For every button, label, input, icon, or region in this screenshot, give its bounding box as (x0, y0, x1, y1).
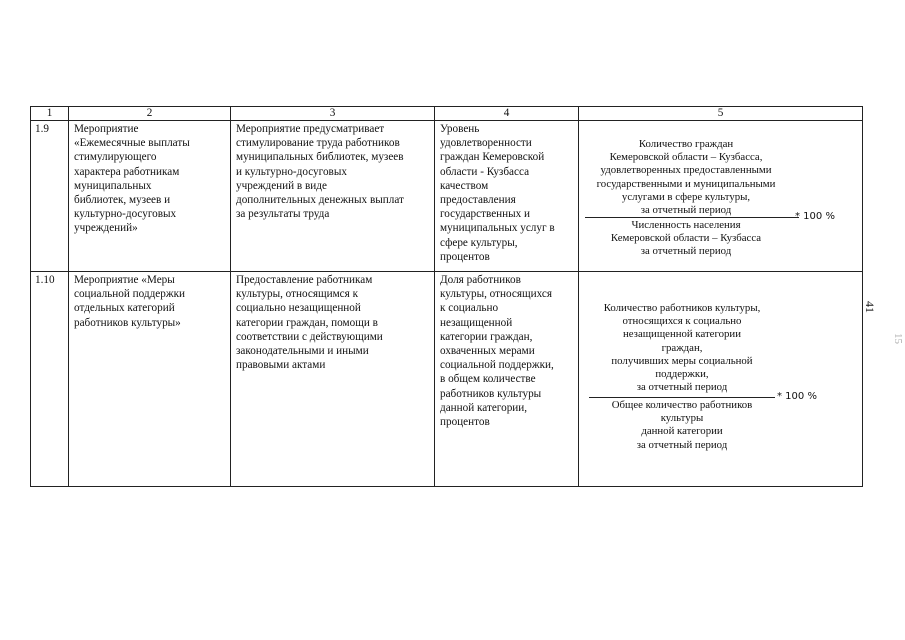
text-line: культуры (660, 412, 704, 425)
indicator-name-text (440, 122, 573, 264)
text-line: стимулирующего (74, 151, 157, 164)
header-cell-5: 5 (579, 107, 863, 121)
text-line: Мероприятие «Меры (74, 274, 175, 286)
table-row (31, 121, 863, 272)
header-cell-1: 1 (31, 107, 69, 121)
text-line: библиотек, музеев и (74, 194, 171, 207)
text-line: относящихся к социально (622, 315, 742, 328)
text-line: Мероприятие предусматривает (236, 123, 385, 135)
text-line: за отчетный период (636, 381, 728, 394)
text-line: процентов (440, 416, 490, 429)
text-line: работников культуры (440, 387, 542, 400)
text-line: незащищенной (440, 316, 513, 329)
text-line: муниципальных (74, 179, 152, 192)
text-line: удовлетворенности (440, 137, 532, 150)
text-line: Количество работников культуры, (603, 302, 761, 314)
text-line: отдельных категорий (74, 302, 175, 315)
indicator-name-text (440, 273, 573, 429)
text-line: социально незащищенной (236, 302, 361, 315)
row-number-cell: 1.10 (31, 272, 69, 487)
measure-description-text (236, 122, 429, 221)
text-line: правовыми актами (236, 359, 326, 372)
header-cell-4: 4 (435, 107, 579, 121)
text-line: муниципальных услуг в (440, 222, 555, 235)
formula-block (579, 121, 862, 271)
text-line: Мероприятие (74, 123, 139, 135)
measure-name-text (74, 122, 225, 236)
text-line: государственными и муниципальными (596, 177, 776, 190)
text-line: социальной поддержки, (440, 359, 554, 372)
text-line: работников культуры» (74, 316, 181, 329)
measure-description-text (236, 273, 429, 372)
text-line: Кемеровской области – Кузбасса (610, 232, 762, 245)
text-line: предоставления (440, 194, 516, 207)
header-cell-3: 3 (231, 107, 435, 121)
text-line: к социально (440, 302, 499, 315)
text-line: за результаты труда (236, 208, 330, 221)
indicator-name-cell (435, 121, 579, 272)
text-line: за отчетный период (640, 204, 732, 217)
measure-name-text (74, 273, 225, 330)
text-line: процентов (440, 250, 490, 263)
text-line: Количество граждан (638, 138, 734, 150)
formula-multiplier: * 100 % (777, 391, 817, 402)
text-line: незащищенной категории (622, 328, 741, 341)
fraction-bar (589, 397, 775, 398)
text-line: Уровень (440, 123, 480, 135)
text-line: государственных и (440, 208, 531, 221)
text-line: граждан, (661, 341, 703, 354)
text-line: охваченных мерами (440, 345, 535, 358)
text-line: социальной поддержки (74, 288, 186, 301)
formula-multiplier: * 100 % (795, 211, 835, 222)
page-number: 41 (863, 301, 877, 313)
text-line: учреждений в виде (236, 179, 327, 192)
text-line: сфере культуры, (440, 236, 518, 249)
text-line: категории граждан, (440, 330, 533, 343)
text-line: дополнительных денежных выплат (236, 194, 404, 207)
text-line: Предоставление работникам (236, 274, 373, 286)
text-line: поддержки, (655, 368, 709, 381)
row-number-cell: 1.9 (31, 121, 69, 272)
formula-numerator (579, 302, 785, 394)
table-header-row (31, 107, 863, 121)
header-cell-2: 2 (69, 107, 231, 121)
formula-denominator (579, 219, 793, 259)
text-line: Кемеровской области – Кузбасса, (609, 151, 763, 164)
formula-denominator (579, 399, 785, 452)
measure-description-cell (231, 272, 435, 487)
text-line: соответствии с действующими (236, 330, 383, 343)
formula-block (579, 272, 862, 486)
formula-cell (579, 272, 863, 487)
indicator-name-cell (435, 272, 579, 487)
text-line: в общем количестве (440, 373, 536, 386)
text-line: законодательными и иными (236, 345, 369, 358)
text-line: Общее количество работников (611, 399, 753, 411)
text-line: данной категории (641, 425, 723, 438)
formula-numerator (579, 138, 793, 217)
text-line: услугами в сфере культуры, (621, 190, 751, 203)
fraction-bar (585, 217, 799, 218)
text-line: муниципальных библиотек, музеев (236, 151, 404, 164)
formula-cell (579, 121, 863, 272)
text-line: за отчетный период (640, 245, 732, 258)
text-line: Доля работников (440, 274, 521, 286)
text-line: за отчетный период (636, 438, 728, 451)
text-line: «Ежемесячные выплаты (74, 137, 190, 150)
text-line: стимулирование труда работников (236, 137, 400, 150)
measure-description-cell (231, 121, 435, 272)
text-line: данной категории, (440, 401, 528, 414)
text-line: категории граждан, помощи в (236, 316, 378, 329)
text-line: культурно-досуговых (74, 208, 177, 221)
text-line: получивших меры социальной (611, 354, 753, 367)
text-line: граждан Кемеровской (440, 151, 545, 164)
text-line: удовлетворенных предоставленными (600, 164, 772, 177)
text-line: культуры, относящихся (440, 288, 552, 301)
text-line: качеством (440, 179, 489, 192)
text-line: области - Кузбасса (440, 165, 530, 178)
page-number-faint: 15 (892, 333, 904, 344)
text-line: Численность населения (631, 219, 741, 231)
text-line: и культурно-досуговых (236, 165, 347, 178)
text-line: культуры, относящимся к (236, 288, 359, 301)
measure-name-cell (69, 121, 231, 272)
measure-name-cell (69, 272, 231, 487)
text-line: учреждений» (74, 222, 138, 235)
text-line: характера работникам (74, 165, 180, 178)
table-row (31, 272, 863, 487)
indicators-table (30, 106, 863, 487)
